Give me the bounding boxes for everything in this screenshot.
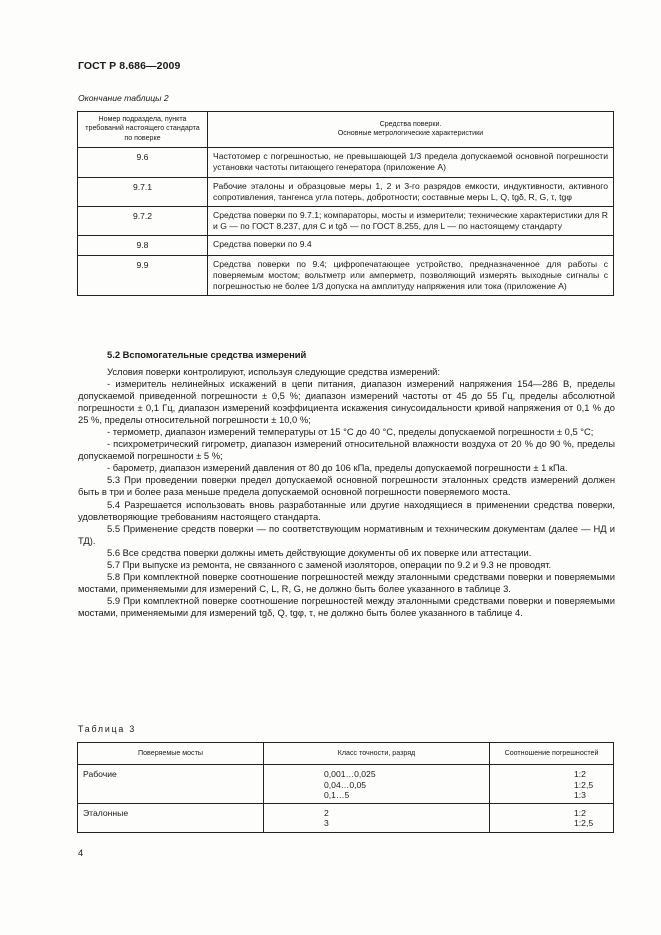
paragraph: Условия поверки контролируют, используя следующие средства измерений: — [107, 366, 441, 377]
table-row — [78, 255, 614, 296]
table2-row-num: 9.8 — [78, 236, 208, 255]
table2-col2-header — [208, 112, 614, 148]
table3-caption: Таблица 3 — [78, 724, 137, 734]
table3-col3-header: Соотношение погрешностей — [490, 743, 614, 765]
table2-col1-header: Номер подраздела, пункта требований настоящего стандарта по поверке — [78, 112, 208, 148]
paragraph: - барометр, диапазон измерений давления от 80 до 106 кПа, пределы допускаемой погрешности ± 1 кПа. — [107, 462, 568, 474]
table3-class-value: 0,001…0,025 — [324, 769, 376, 780]
table-row — [78, 148, 614, 177]
table3-ratio-value: 1:2 — [574, 769, 586, 780]
table3-ratios — [490, 765, 614, 804]
table-row — [78, 804, 614, 833]
table3-ratio-value: 1:2,5 — [574, 818, 594, 829]
paragraph: - термометр, диапазон измерений температуры от 15 °С до 40 °С, пределы допускаемой погрешности ± 0,5 °С; — [107, 426, 594, 438]
table2-row-num: 9.7.2 — [78, 207, 208, 236]
paragraph: 5.6 Все средства поверки должны иметь действующие документы об их поверке или аттестации. — [107, 546, 532, 558]
table3-classes — [264, 765, 490, 804]
table2-row-num: 9.9 — [78, 255, 208, 296]
paragraph: 5.4 Разрешается использовать вновь разработанные или другие находящиеся в применении средства поверки, удовлетворяющие требованиям настоящего стандарта. — [78, 498, 615, 522]
paragraph: 5.9 При комплектной поверке соотношение погрешностей между эталонными средствами поверки и поверяемыми мостами, применяемыми для измерений tgδ, Q, tgφ, τ, не должно быть более указанного в таблице 4. — [78, 594, 615, 618]
paragraph: - измеритель нелинейных искажений в цепи питания, диапазон измерений напряжения 154—286 В, пределы допускаемой приведенной погрешности ± 0,5 %; диапазон измерений частоты от 45 до 55 Гц, пределы абсолютной погрешности ± 0,1 Гц, диапазон измерений коэффициента искажения синусоидальности кривой напряжения от 0,1 % до 25 %, пределы относительной погрешности ± 10,0 %; — [78, 378, 615, 426]
table-row — [78, 236, 614, 255]
paragraph: - психрометрический гигрометр, диапазон измерений относительной влажности воздуха от 20 % до 90 %, пределы допускаемой погрешности ± 5 %; — [78, 438, 615, 462]
table2-col2-header-line2: Основные метрологические характеристики — [337, 129, 484, 138]
paragraph: 5.7 При выпуске из ремонта, не связанного с заменой изоляторов, операции по 9.2 и 9.3 не проводят. — [107, 558, 552, 570]
table-3 — [77, 742, 614, 833]
document-header: ГОСТ Р 8.686—2009 — [78, 60, 181, 72]
table3-bridge: Эталонные — [78, 804, 264, 833]
table-row — [78, 207, 614, 236]
table3-class-value: 3 — [324, 818, 329, 829]
table2-row-text: Средства поверки по 9.7.1; компараторы, мосты и измерители; технические характеристики для R и G — по ГОСТ 8.237, для C и tgδ — по ГОСТ 8.255, для L — по настоящему стандарту — [208, 207, 614, 236]
table2-row-text: Средства поверки по 9.4; цифропечатающее устройство, предназначенное для работы с поверяемым мостом; вольтметр или амперметр, позволяющий измерять выходные сигналы с погрешностью не более 1/3 допуска на амплитуду напряжения или тока (приложение А) — [208, 255, 614, 296]
table3-ratio-value: 1:3 — [574, 789, 586, 800]
table-2 — [77, 111, 614, 296]
table3-header-row — [78, 743, 614, 765]
table2-row-text: Средства поверки по 9.4 — [208, 236, 614, 255]
table2-header-row — [78, 112, 614, 148]
table3-col1-header: Поверяемые мосты — [78, 743, 264, 765]
table2-row-num: 9.6 — [78, 148, 208, 177]
body-text — [78, 366, 615, 619]
table-row — [78, 177, 614, 206]
table3-class-value: 2 — [324, 808, 329, 819]
table3-bridge: Рабочие — [78, 765, 264, 804]
table3-class-value: 0,04…0,05 — [324, 779, 367, 790]
table2-caption: Окончание таблицы 2 — [78, 93, 169, 103]
paragraph: 5.8 При комплектной поверке соотношение погрешностей между эталонными средствами поверки и поверяемыми мостами, применяемыми для измерений C, L, R, G, не должно быть более указанного в таблице 3. — [78, 570, 615, 594]
table2-row-num: 9.7.1 — [78, 177, 208, 206]
table3-col2-header: Класс точности, разряд — [264, 743, 490, 765]
table3-ratios — [490, 804, 614, 833]
table-row — [78, 765, 614, 804]
paragraph: 5.5 Применение средств поверки — по соответствующим нормативным и техническим документам (далее — НД и ТД). — [78, 522, 615, 546]
table3-ratio-value: 1:2 — [574, 808, 586, 819]
table2-row-text: Рабочие эталоны и образцовые меры 1, 2 и 3-го разрядов емкости, индуктивности, активного сопротивления, тангенса угла потерь, добротности; составные меры L, Q, tgδ, R, G, τ, tgφ — [208, 177, 614, 206]
table3-ratio-value: 1:2,5 — [574, 779, 594, 790]
page-number: 4 — [78, 847, 84, 858]
table3-class-value: 0,1…5 — [324, 789, 350, 800]
paragraph: 5.3 При проведении поверки предел допускаемой основной погрешности эталонных средств измерений должен быть в три и более раза меньше предела допускаемой основной погрешности поверяемого моста. — [78, 474, 615, 498]
section-title: 5.2 Вспомогательные средства измерений — [107, 349, 307, 360]
table3-classes — [264, 804, 490, 833]
table2-col2-header-line1: Средства поверки. — [379, 119, 442, 128]
table2-row-text: Частотомер с погрешностью, не превышающей 1/3 предела допускаемой основной погрешности установки частоты питающего генератора (приложение А) — [208, 148, 614, 177]
